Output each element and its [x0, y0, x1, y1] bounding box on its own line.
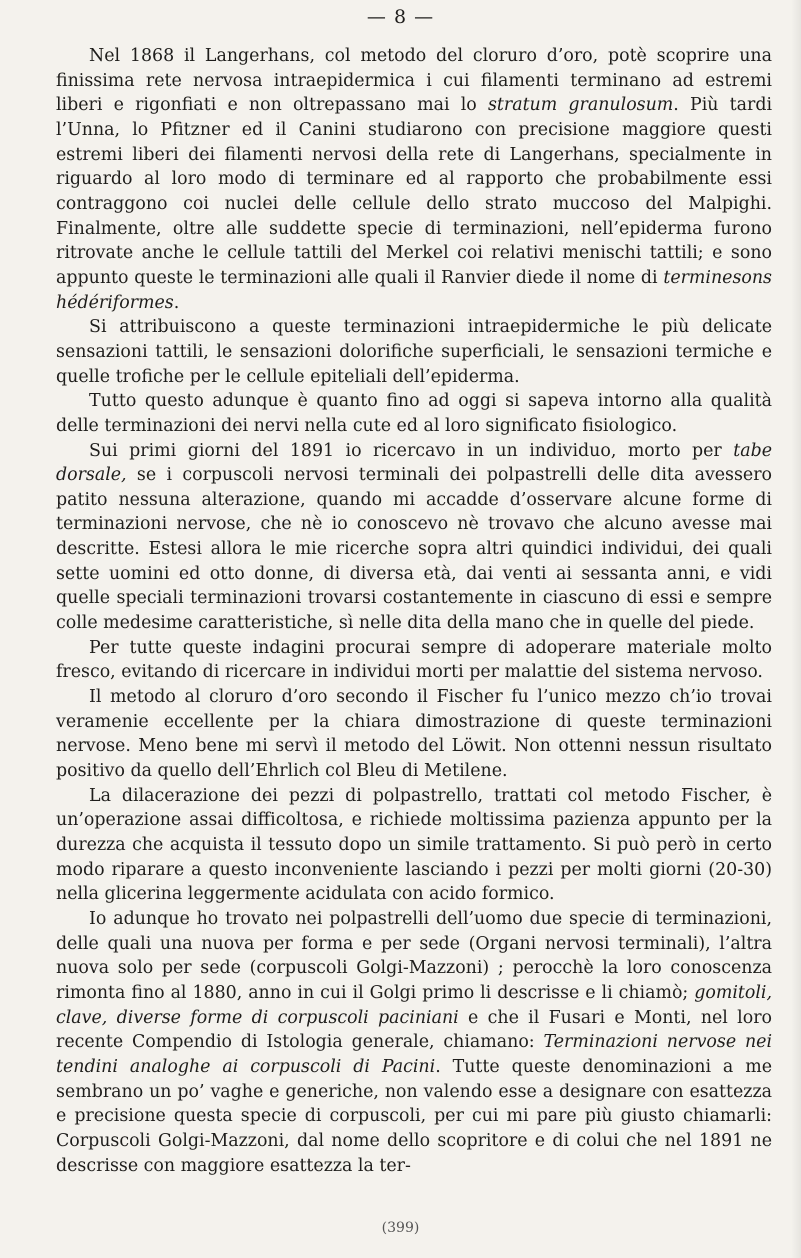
italic-text: stratum granulosum: [487, 95, 674, 116]
paragraph: [56, 389, 772, 438]
text-run: Io adunque ho trovato nei polpastrelli dell’uomo due specie di terminazioni, delle quali una nuova per forma e per sede (Organi nervosi terminali), l’altra nuova solo per sede (corpuscoli Golgi-Mazzoni) ; perocchè la loro conoscenza rimonta fino al 1880, anno in cui il Golgi primo li descrisse e li chiamò;: [56, 908, 772, 1003]
paragraph: [56, 907, 772, 1178]
paragraph: [56, 44, 772, 315]
text-run: se i corpuscoli nervosi terminali dei polpastrelli delle dita avessero patito nessuna alterazione, quando mi accadde d’osservare alcune forme di terminazioni nervose, che nè io conoscevo nè trovavo che alcuno avesse mai descritte. Estesi allora le mie ricerche sopra altri quindici individui, dei quali sette uomini ed otto donne, di diversa età, dai venti ai sessanta anni, e vidi quelle speciali terminazioni trovarsi costantemente in ciascuno di essi e sempre colle medesime caratteristiche, sì nelle dita della mano che in quelle del piede.: [56, 465, 772, 634]
paragraph: [56, 685, 772, 784]
text-run: Sui primi giorni del 1891 io ricercavo in un individuo, morto per: [89, 440, 734, 461]
italic-text: gomitoli, clave, diverse forme di corpuscoli paciniani: [56, 982, 772, 1028]
body-text: [56, 44, 772, 1178]
page-edge-shadow: [791, 0, 801, 1258]
italic-text: Terminazioni nervose nei tendini analoghe ai corpuscoli di Pacini: [56, 1032, 773, 1077]
paragraph: [56, 315, 772, 389]
italic-text: terminesons hédériformes: [56, 267, 772, 313]
text-run: Tutto questo adunque è quanto fino ad oggi si sapeva intorno alla qualità delle terminazioni dei nervi nella cute ed al loro significato fisiologico.: [56, 391, 772, 436]
text-run: e che il Fusari e Monti, nel loro recente Compendio di Istologia generale, chiamano:: [56, 1007, 772, 1053]
paragraph: [56, 439, 772, 636]
text-run: .: [173, 292, 180, 313]
text-run: Nel 1868 il Langerhans, col metodo del cloruro d’oro, potè scoprire una finissima rete nervosa intraepidermica i cui filamenti terminano ad estremi liberi e rigonfiati e non oltrepassano mai lo: [56, 46, 772, 116]
text-run: . Più tardi l’Unna, lo Pfitzner ed il Canini studiarono con precisione maggiore questi estremi liberi dei filamenti nervosi della rete di Langerhans, specialmente in riguardo al loro modo di terminare ed al rapporto che probabilmente essi contraggono coi nuclei delle cellule dello strato muccoso del Malpighi. Finalmente, oltre alle suddette specie di terminazioni, nell’epiderma furono ritrovate anche le cellule tattili del Merkel coi relativi menischi tattili; e sono appunto queste le terminazioni alle quali il Ranvier diede il nome di: [56, 95, 773, 288]
page-number: — 8 —: [366, 6, 435, 28]
text-run: Per tutte queste indagini procurai sempre di adoperare materiale molto fresco, evitando di ricercare in individui morti per malattie del sistema nervoso.: [56, 637, 772, 683]
text-run: Il metodo al cloruro d’oro secondo il Fischer fu l’unico mezzo ch’io trovai veramenie eccellente per la chiara dimostrazione di queste terminazioni nervose. Meno bene mi servì il metodo del Löwit. Non ottenni nessun risultato positivo da quello dell’Ehrlich col Bleu di Metilene.: [56, 687, 772, 782]
footer-page-number: (399): [381, 1220, 420, 1236]
paragraph: [56, 784, 772, 907]
text-run: . Tutte queste denominazioni a me sembrano un po’ vaghe e generiche, non valendo esse a designare con esattezza e precisione questa specie di corpuscoli, per cui mi pare più giusto chiamarli: Corpuscoli Golgi-Mazzoni, dal nome dello scopritore e di colui che nel 1891 ne descrisse con maggiore esattezza la ter-: [56, 1056, 772, 1176]
text-run: Si attribuiscono a queste terminazioni intraepidermiche le più delicate sensazioni tattili, le sensazioni dolorifiche superficiali, le sensazioni termiche e quelle trofiche per le cellule epiteliali dell’epiderma.: [56, 317, 772, 387]
italic-text: tabe dorsale,: [56, 440, 772, 486]
paragraph: [56, 636, 772, 685]
text-run: La dilacerazione dei pezzi di polpastrello, trattati col metodo Fischer, è un’operazione assai difficoltosa, e richiede moltissima pazienza appunto per la durezza che acquista il tessuto dopo un simile trattamento. Si può però in certo modo riparare a questo inconveniente lasciando i pezzi per molti giorni (20-30) nella glicerina leggermente acidulata con acido formico.: [56, 785, 772, 905]
